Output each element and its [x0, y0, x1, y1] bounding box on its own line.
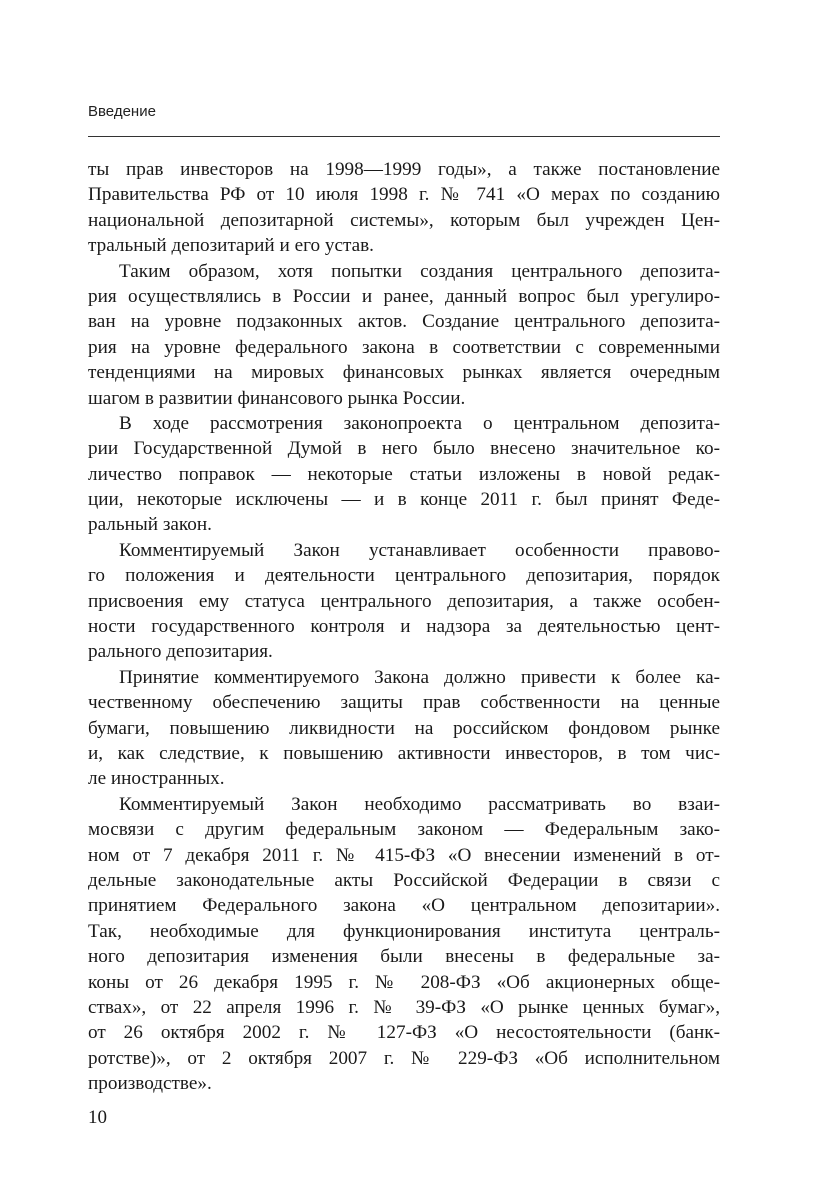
text-line: ции, некоторые исключены — и в конце 2011 г. был принят Феде-	[88, 489, 720, 511]
paragraph	[88, 792, 720, 1097]
text-line: рия осуществлялись в России и ранее, данный вопрос был урегулиро-	[88, 285, 720, 307]
text-line: чественному обеспечению защиты прав собственности на ценные	[88, 692, 720, 714]
header-rule	[88, 136, 720, 137]
running-head: Введение	[88, 103, 156, 120]
text-line: ствах», от 22 апреля 1996 г. № 39-ФЗ «О рынке ценных бумаг»,	[88, 996, 720, 1018]
text-line: ном от 7 декабря 2011 г. № 415-ФЗ «О внесении изменений в от-	[88, 844, 720, 866]
text-line: го положения и деятельности центрального депозитария, порядок	[88, 565, 720, 587]
text-line: рия на уровне федерального закона в соответствии с современными	[88, 336, 720, 358]
text-line: тенденциями на мировых финансовых рынках является очередным	[88, 362, 720, 384]
paragraph	[88, 259, 720, 411]
text-line: коны от 26 декабря 1995 г. № 208-ФЗ «Об акционерных обще-	[88, 971, 720, 993]
text-line: бумаги, повышению ликвидности на российском фондовом рынке	[88, 717, 720, 739]
text-line: ротстве)», от 2 октября 2007 г. № 229-ФЗ «Об исполнительном	[88, 1047, 720, 1069]
text-line: ности государственного контроля и надзора за деятельностью цент-	[88, 616, 720, 638]
text-line: дельные законодательные акты Российской Федерации в связи с	[88, 869, 720, 891]
paragraph	[88, 157, 720, 259]
text-line: личество поправок — некоторые статьи изложены в новой редак-	[88, 463, 720, 485]
page-number: 10	[88, 1107, 107, 1128]
paragraph	[88, 665, 720, 792]
text-line: ле иностранных.	[88, 768, 225, 790]
text-line: Принятие комментируемого Закона должно привести к более ка-	[119, 666, 720, 688]
body-text	[88, 157, 720, 1096]
text-line: мосвязи с другим федеральным законом — Федеральным зако-	[88, 819, 720, 841]
text-line: и, как следствие, к повышению активности инвесторов, в том чис-	[88, 742, 720, 764]
text-line: от 26 октября 2002 г. № 127-ФЗ «О несостоятельности (банк-	[88, 1022, 720, 1044]
text-line: Комментируемый Закон устанавливает особенности правово-	[119, 539, 720, 561]
text-line: присвоения ему статуса центрального депозитария, а также особен-	[88, 590, 720, 612]
text-line: Комментируемый Закон необходимо рассматривать во взаи-	[119, 793, 720, 815]
text-line: шагом в развитии финансового рынка России.	[88, 387, 466, 409]
text-line: Так, необходимые для функционирования института централь-	[88, 920, 720, 942]
text-line: Таким образом, хотя попытки создания центрального депозита-	[119, 260, 720, 282]
text-line: В ходе рассмотрения законопроекта о центральном депозита-	[119, 412, 720, 434]
paragraph	[88, 538, 720, 665]
paragraph	[88, 411, 720, 538]
text-line: Правительства РФ от 10 июля 1998 г. № 741 «О мерах по созданию	[88, 184, 720, 206]
text-line: ральный закон.	[88, 514, 212, 536]
text-line: производстве».	[88, 1073, 212, 1095]
text-line: ты прав инвесторов на 1998—1999 годы», а также постановление	[88, 159, 720, 180]
text-line: рального депозитария.	[88, 641, 273, 663]
text-line: ван на уровне подзаконных актов. Создание центрального депозита-	[88, 311, 720, 333]
text-line: ного депозитария изменения были внесены в федеральные за-	[88, 946, 720, 968]
text-line: рии Государственной Думой в него было внесено значительное ко-	[88, 438, 720, 460]
text-line: тральный депозитарий и его устав.	[88, 235, 374, 257]
text-line: национальной депозитарной системы», которым был учрежден Цен-	[88, 209, 720, 231]
text-line: принятием Федерального закона «О центральном депозитарии».	[88, 895, 720, 917]
